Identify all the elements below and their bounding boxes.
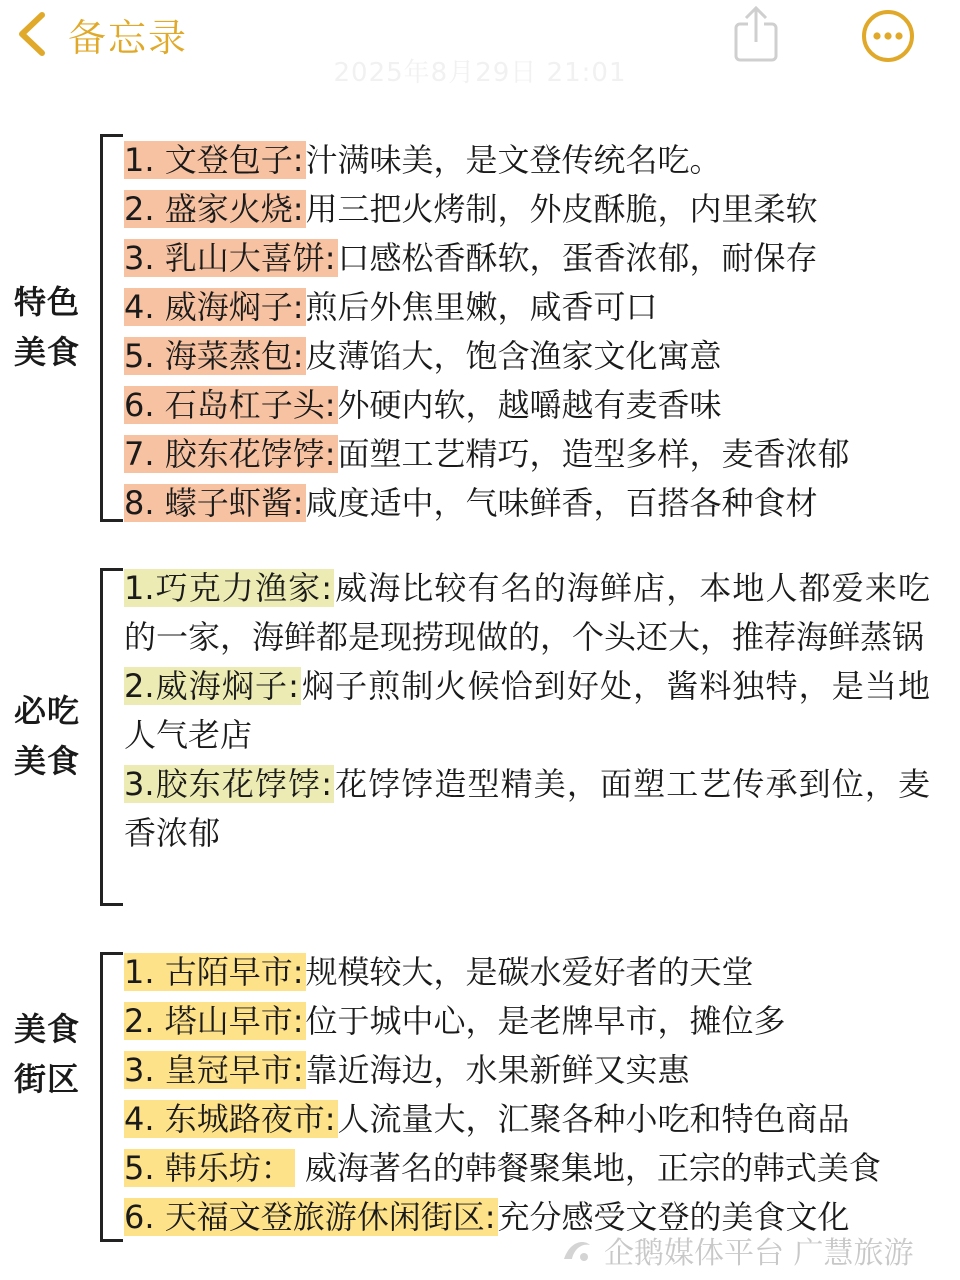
item-name: 7. 胶东花饽饽: — [124, 435, 336, 473]
list-item — [124, 948, 934, 997]
list-item — [124, 564, 930, 662]
list-item — [124, 332, 934, 381]
section-title: 美食 街区 — [14, 1010, 81, 1098]
item-name: 4. 东城路夜市: — [124, 1100, 336, 1138]
list-item — [124, 136, 934, 185]
section-bracket — [100, 568, 123, 906]
item-desc: 面塑工艺精巧，造型多样，麦香浓郁 — [337, 435, 850, 473]
item-name: 6. 天福文登旅游休闲街区: — [124, 1198, 496, 1236]
section-must-eat — [0, 568, 960, 908]
item-desc: 焖子煎制火候恰到好处，酱料独特，是当地人气老店 — [124, 667, 930, 754]
watermark-text: 企鹅媒体平台 广慧旅游 — [604, 1236, 914, 1271]
item-name: 3.胶东花饽饽: — [124, 765, 332, 803]
list-item — [124, 234, 934, 283]
item-desc: 靠近海边，水果新鲜又实惠 — [305, 1051, 690, 1089]
item-name: 5. 海菜蒸包: — [124, 337, 304, 375]
item-desc: 煎后外焦里嫩，咸香可口 — [305, 288, 658, 326]
item-desc: 位于城中心，是老牌早市，摊位多 — [305, 1002, 786, 1040]
list-item — [124, 185, 934, 234]
note-date: 2025年8月29日 21:01 — [333, 58, 627, 88]
section-food-street — [0, 952, 960, 1242]
item-name: 2. 塔山早市: — [124, 1002, 304, 1040]
back-label: 备忘录 — [68, 15, 189, 60]
item-name: 1.巧克力渔家: — [124, 569, 332, 607]
item-list — [124, 948, 934, 1242]
list-item — [124, 1046, 934, 1095]
penguin-logo-icon — [560, 1235, 594, 1265]
list-item — [124, 1144, 934, 1193]
list-item — [124, 662, 930, 760]
top-bar — [0, 0, 960, 88]
item-desc: 皮薄馅大，饱含渔家文化寓意 — [305, 337, 722, 375]
item-desc: 规模较大，是碳水爱好者的天堂 — [305, 953, 754, 991]
item-desc: 用三把火烤制，外皮酥脆，内里柔软 — [305, 190, 818, 228]
item-desc: 充分感受文登的美食文化 — [497, 1198, 850, 1236]
item-name: 8. 蠓子虾酱: — [124, 484, 304, 522]
share-icon[interactable] — [728, 4, 784, 64]
item-desc: 威海著名的韩餐聚集地，正宗的韩式美食 — [294, 1149, 881, 1187]
list-item — [124, 1095, 934, 1144]
item-name: 3. 皇冠早市: — [124, 1051, 304, 1089]
item-name: 5. 韩乐坊： — [124, 1149, 293, 1187]
section-title: 必吃 美食 — [14, 692, 81, 780]
list-item — [124, 479, 934, 528]
list-item — [124, 760, 930, 858]
item-name: 3. 乳山大喜饼: — [124, 239, 336, 277]
item-desc: 花饽饽造型精美，面塑工艺传承到位，麦香浓郁 — [124, 765, 930, 852]
list-item — [124, 381, 934, 430]
section-bracket — [100, 952, 123, 1242]
item-desc: 人流量大，汇聚各种小吃和特色商品 — [337, 1100, 850, 1138]
section-title: 特色 美食 — [14, 283, 81, 371]
item-name: 6. 石岛杠子头: — [124, 386, 336, 424]
item-desc: 外硬内软，越嚼越有麦香味 — [337, 386, 722, 424]
watermark — [560, 1228, 914, 1272]
chevron-left-icon — [14, 11, 48, 57]
list-item — [124, 430, 934, 479]
item-desc: 威海比较有名的海鲜店，本地人都爱来吃的一家，海鲜都是现捞现做的，个头还大，推荐海鲜蒸锅 — [124, 569, 930, 656]
item-name: 4. 威海焖子: — [124, 288, 304, 326]
more-options-icon[interactable] — [860, 8, 916, 64]
item-list — [124, 136, 934, 528]
section-specialty-food — [0, 134, 960, 524]
item-name: 2.威海焖子: — [124, 667, 299, 705]
list-item — [124, 997, 934, 1046]
item-name: 2. 盛家火烧: — [124, 190, 304, 228]
item-name: 1. 古陌早市: — [124, 953, 304, 991]
item-list — [124, 564, 930, 858]
item-desc: 口感松香酥软，蛋香浓郁，耐保存 — [337, 239, 818, 277]
item-name: 1. 文登包子: — [124, 141, 304, 179]
item-desc: 咸度适中，气味鲜香，百搭各种食材 — [305, 484, 818, 522]
section-bracket — [100, 134, 123, 522]
list-item — [124, 283, 934, 332]
item-desc: 汁满味美，是文登传统名吃。 — [305, 141, 722, 179]
